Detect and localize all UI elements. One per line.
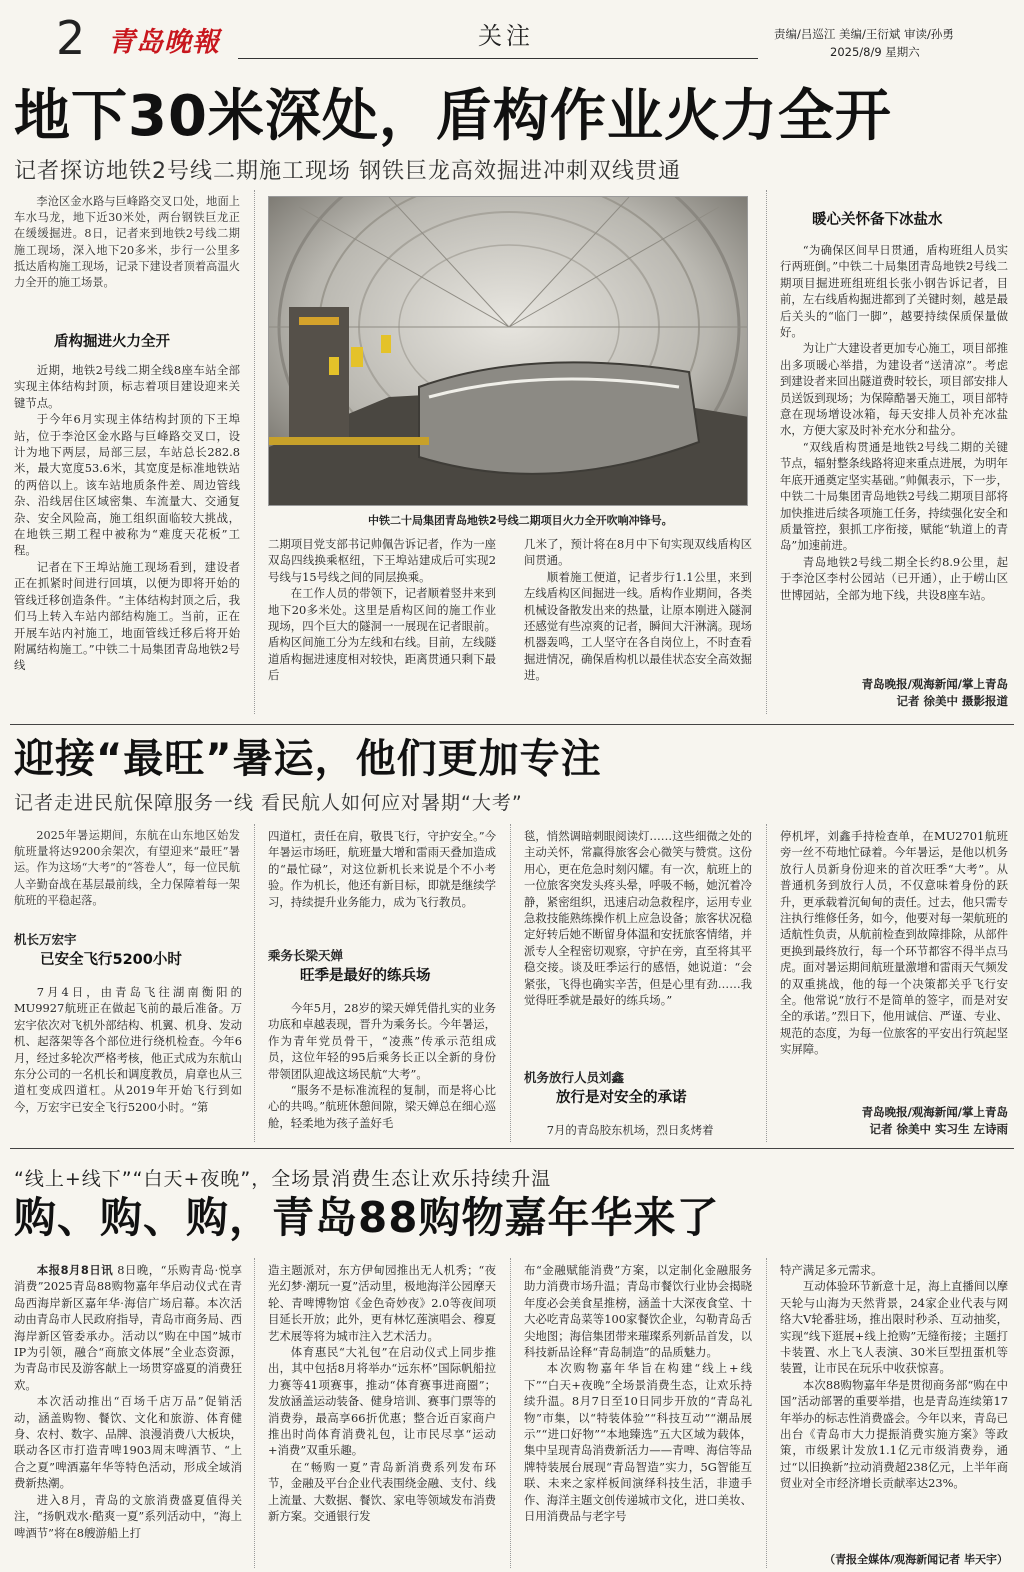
paragraph: 本次购物嘉年华旨在构建“线上+线下”“白天+夜晚”全场景消费生态，让欢乐持续升温。8月7日至10日同步开放的“青岛礼物”市集，以“特装体验”“科技互动”“潮品展示”“进口好物”“本地臻选”五大区域为载体，集中呈现青岛消费新活力——青啤、海信等品牌特装展台展现“青岛智造”实力，5G智能互联、未来之家样板间演绎科技生活，非遗手作、海洋主题文创传递城市文化，进口美妆、日用消费品与老字号: [524, 1361, 752, 1524]
article1-section-title-1: 盾构掘进火力全开: [54, 334, 170, 350]
title-purser: 旺季是最好的练兵场: [300, 968, 431, 984]
issue-date: 2025/8/9 星期六: [830, 45, 920, 59]
paragraph: “双线盾构贯通是地铁2号线二期的关键节点，辐射整条线路将迎来重点进展，为明年年底开通奠定坚实基础。”帅佩表示，下一步，中铁二十局集团青岛地铁2号线二期项目部将加快推进后续各项施工任务，持续强化安全和质量管控，狠抓工序衔接，赋能“轨道上的青岛”加速前进。: [780, 439, 1008, 553]
article1-column-2: [268, 536, 496, 712]
paragraph: “为确保区间早日贯通，盾构班组人员实行两班倒。”中铁二十局集团青岛地铁2号线二期项目掘进班组班组长张小钢告诉记者，目前，左右线盾构掘进都到了关键时刻，越是最后关头的“临门一脚”，越要持续保质保量做好。: [780, 243, 1008, 340]
column-separator: [510, 1258, 511, 1568]
article2-column-4: [780, 828, 1008, 1102]
column-separator: [254, 824, 255, 1142]
title-captain: 已安全飞行5200小时: [40, 952, 182, 968]
article2-column-3-end: [524, 1122, 752, 1140]
paragraph: 顺着施工便道，记者步行1.1公里，来到左线盾构区间掘进一线。盾构作业期间，各类机械设备散发出来的热量，让原本刚进入隧洞还感觉有些凉爽的记者，瞬间大汗淋漓。现场机器轰鸣，工人坚守在各自岗位上，不时查看掘进情况，确保盾构机以最佳状态安全高效掘进。: [524, 569, 752, 683]
article3-byline: （青报全媒体/观海新闻记者 毕天宇）: [824, 1553, 1008, 1566]
paragraph: 停机坪，刘鑫手持检查单，在MU2701航班旁一丝不苟地忙碌着。今年暑运，是他以机务放行人员新身份迎来的首次旺季“大考”。从普通机务到放行人员，不仅意味着身份的跃升，更承载着沉甸甸的责任。过去，他只需专注执行维修任务，如今，他要对每一架航班的适航性负责，从航前检查到故障排除，从部件更换到最终放行，每一个环节都容不得半点马虎。面对暑运期间航班量激增和雷雨天气频发的双重挑战，他的每一个决策都关乎飞行安全。他常说“放行不是简单的签字，而是对安全的承诺。”烈日下，他用诚信、严谨、专业、规范的态度，为每一位旅客的平安出行筑起坚实屏障。: [780, 829, 1008, 1057]
article2-lead: 2025年暑运期间，东航在山东地区始发航班量将达9200余架次，有望迎来“最旺”暑运。作为这场“大考”的“答卷人”，每一位民航人辛勤奋战在基层最前线，全力保障着每一架航班的平稳起落。: [14, 829, 240, 907]
article3-column-2: [268, 1262, 496, 1570]
article1-column-3: [524, 536, 752, 712]
article3-column-1: [14, 1262, 242, 1570]
paragraph: 近期，地铁2号线二期全线8座车站全部实现主体结构封顶，标志着项目建设迎来关键节点。: [14, 363, 240, 410]
paragraph: 特产满足多元需求。: [780, 1263, 883, 1277]
article2-byline: 青岛晚报/观海新闻/掌上青岛 记者 徐美中 实习生 左诗雨: [861, 1105, 1008, 1136]
paragraph: 青岛地铁2号线二期全长约8.9公里，起于李沧区李村公园站（已开通），止于崂山区世博园站，全部为地下线，共设8座车站。: [780, 554, 1008, 602]
photo-caption: 中铁二十局集团青岛地铁2号线二期项目火力全开吹响冲锋号。: [368, 514, 673, 527]
column-separator: [254, 190, 255, 714]
article1-subheadline: 记者探访地铁2号线二期施工现场 钢铁巨龙高效掘进冲刺双线贯通: [14, 159, 681, 184]
article3-column-4: [780, 1262, 1008, 1552]
paragraph: 今年5月，28岁的梁天婵凭借扎实的业务功底和卓越表现，晋升为乘务长。今年暑运，作为青年党员骨干，“凌燕”传承示范组成员，这位年轻的95后乘务长正以全新的身份带领团队迎战这场民航“大考”。: [268, 1001, 496, 1081]
kicker-purser: 乘务长梁天婵: [268, 948, 344, 963]
article1-byline: 青岛晚报/观海新闻/掌上青岛 记者 徐美中 摄影报道: [861, 677, 1008, 708]
editor-credits: 责编/吕巡江 美编/王衍斌 审读/孙勇: [774, 27, 954, 41]
article3-headline: 购、购、购，青岛88购物嘉年华来了: [14, 1193, 720, 1242]
column-separator: [766, 190, 767, 714]
paragraph: 四道杠，责任在肩，敬畏飞行，守护安全。”今年暑运市场旺，航班量大增和雷雨天叠加造成的“最忙碌”，对这位新机长来说是个不小考验。作为机长，他还有新目标，即就是继续学习，持续提升业务能力，成为飞行教员。: [268, 829, 496, 909]
column-separator: [766, 1258, 767, 1568]
divider: [10, 724, 1014, 725]
dateline: 本报8月8日讯: [36, 1263, 114, 1277]
article1-column-4: [780, 242, 1008, 678]
article1-headline: 地下30米深处，盾构作业火力全开: [14, 84, 892, 149]
column-separator: [510, 824, 511, 1142]
section-name: 关注: [478, 22, 534, 50]
paragraph: [14, 1262, 242, 1393]
article2-headline: 迎接“最旺”暑运，他们更加专注: [14, 736, 602, 782]
paragraph: 进入8月，青岛的文旅消费盛夏值得关注，“扬帆戏水·酷爽一夏”系列活动中，“海上啤酒节”将在8艘游船上打: [14, 1492, 242, 1540]
divider: [10, 1148, 1014, 1149]
paragraph: 互动体验环节新意十足，海上直播间以摩天轮与山海为天然背景，24家企业代表与网络大V轮番驻场，推出限时秒杀、互动抽奖，实现“线下逛展+线上抢购”无缝衔接；主题打卡装置、水上飞人表演、30米巨型扭蛋机等装置，让市民在玩乐中收获惊喜。: [780, 1279, 1008, 1376]
paragraph: 体育惠民“大礼包”在启动仪式上同步推出，其中包括8月将举办“远东杯”国际帆船拉力赛等41项赛事，推动“体育赛事进商圈”；发放涵盖运动装备、健身培训、赛事门票等的消费券，最高享66折优惠；整合近百家商户推出时尚体育消费礼包，让市民尽享“运动+消费”双重乐趣。: [268, 1345, 496, 1458]
article3-column-3: [524, 1262, 752, 1570]
paragraph: 在“畅购一夏”青岛新消费系列发布环节，金融及平台企业代表围绕金融、支付、线上流量、大数据、餐饮、家电等领域发布消费新方案。交通银行发: [268, 1459, 496, 1524]
column-separator: [766, 824, 767, 1142]
article1-lead: 李沧区金水路与巨峰路交叉口处，地面上车水马龙，地下近30米处，两台钢铁巨龙正在缓缓掘进。8日，记者来到地铁2号线二期施工现场，深入地下20多米，步行一公里多抵达盾构施工现场，记录下建设者顶着高温火力全开的施工场景。: [14, 195, 240, 290]
paragraph: 为让广大建设者更加专心施工，项目部推出多项暖心举措，为建设者“送清凉”。考虑到建设者来回出隧道费时较长，项目部安排人员送饭到现场；为保障酷暑天施工，项目部特意在现场增设冰箱，每天安排人员补充冰盐水，方便大家及时补充水分和盐分。: [780, 341, 1008, 438]
paragraph: 毯，悄然调暗刺眼阅读灯……这些细微之处的主动关怀，常赢得旅客会心微笑与赞赏。这份用心，更在危急时刻闪耀。有一次，航班上的一位旅客突发头疼头晕，呼吸不畅，她沉着冷静，紧密组织，迅速启动急救程序，运用专业急救技能熟练操作机上应急设备；旅客状况稳定好转后她不断留身体温和安抚旅客情绪，并派专人全程密切观察，守护在旁，直至将其平稳交接。谈及旺季运行的感悟，她说道：“会紧张，飞得也确实辛苦，但是心里有劲……我觉得旺季就是最好的练兵场。”: [524, 829, 752, 1008]
paragraph: 本次88购物嘉年华是贯彻商务部“购在中国”活动部署的重要举措，也是青岛连续第17年举办的标志性消费盛会。今年以来，青岛已出台《青岛市大力提振消费实施方案》等政策，市级累计发放1.1亿元市级消费券，通过“以旧换新”拉动消费超238亿元，上半年商贸业对全市经济增长贡献率达23%。: [780, 1377, 1008, 1491]
article2-subheadline: 记者走进民航保障服务一线 看民航人如何应对暑期“大考”: [14, 792, 523, 814]
kicker-mechanic: 机务放行人员刘鑫: [524, 1070, 625, 1085]
paragraph: 记者在下王埠站施工现场看到，建设者正在抓紧时间进行回填，以便为即将开始的管线迁移创造条件。“主体结构封顶之后，我们马上转入车站内部结构施工。当前，正在开展车站内衬施工，地面管线迁移后将开始附属结构施工。”中铁二十局集团青岛地铁2号线: [14, 559, 240, 673]
title-mechanic: 放行是对安全的承诺: [556, 1090, 687, 1106]
paragraph: 布“金融赋能消费”方案，以定制化金融服务助力消费市场升温；青岛市餐饮行业协会揭晓年度必会美食星推榜，涵盖十大深夜食堂、十大必吃青岛菜等100家餐饮企业，勾勒青岛舌尖地图；海信集团带来璀璨系列新品首发，以科技新品诠释“青岛制造”的品质魅力。: [524, 1263, 752, 1360]
article2-column-2b: [268, 1000, 496, 1140]
paper-logo: 青岛晚報: [108, 27, 220, 58]
paragraph: 本次活动推出“百场千店万品”促销活动，涵盖购物、餐饮、文化和旅游、体育健身、农村、数字、品牌、浪漫消费八大板块，联动各区市打造青啤1903周末啤酒节、“上合之夏”啤酒嘉年华等特色活动，形成全域消费新热潮。: [14, 1394, 242, 1491]
paragraph: 造主题派对，东方伊甸园推出无人机秀；“夜光幻梦·潮玩一夏”活动里，极地海洋公园摩天轮、青啤博物馆《金色奇妙夜》2.0等夜间项目延长开放；此外，更有林忆莲演唱会、穆夏艺术展等将为城市注入艺术活力。: [268, 1263, 496, 1343]
paragraph: 几米了，预计将在8月中下旬实现双线盾构区间贯通。: [524, 537, 752, 568]
tunnel-photo: [268, 196, 748, 506]
paragraph: 在工作人员的带领下，记者顺着竖井来到地下20多米处。这里是盾构区间的施工作业现场，四个巨大的隧洞一一展现在记者眼前。盾构区间施工分为左线和右线。目前，左线隧道盾构掘进速度相对较快，距离贯通只剩下最后: [268, 586, 496, 683]
article2-column-2: [268, 828, 496, 928]
paragraph: 二期项目党支部书记帅佩告诉记者，作为一座双岛四线换乘枢纽，下王埠站建成后可实现2号线与15号线之间的同层换乘。: [268, 537, 496, 584]
column-separator: [254, 1258, 255, 1568]
masthead-rule: [238, 58, 758, 59]
paragraph: 7月的青岛胶东机场，烈日炙烤着: [546, 1123, 714, 1137]
paragraph: 于今年6月实现主体结构封顶的下王埠站，位于李沧区金水路与巨峰路交叉口，设计为地下两层，局部三层，车站总长282.8米，最大宽度53.6米，其宽度是标准地铁站的两倍以上。该车站地质条件差、周边管线杂、沿线居住区域密集、车流量大、交通复杂、安全风险高，施工组织面临较大挑战，在地铁三期工程中被称为“难度天花板”工程。: [14, 412, 240, 558]
article2-column-3: [524, 828, 752, 1050]
kicker-captain: 机长万宏宇: [14, 932, 77, 947]
paragraph-text: 8日晚，“乐购青岛·悦享消费”2025青岛88购物嘉年华启动仪式在青岛西海岸新区嘉年华·海信广场启幕。本次活动由青岛市人民政府指导，青岛市商务局、西海岸新区管委承办。活动以“购在中国”城市IP为引领，融合“商旅文体展”全业态资源，为青岛市民及游客献上一场贯穿盛夏的消费狂欢。: [14, 1263, 242, 1392]
article3-kicker: “线上+线下”“白天+夜晚”，全场景消费生态让欢乐持续升温: [14, 1168, 552, 1190]
page-number: 2: [56, 11, 86, 65]
article2-column-1: [14, 984, 242, 1140]
article1-section-title-2: 暖心关怀备下冰盐水: [812, 212, 943, 228]
paragraph: “服务不是标准流程的复制，而是将心比心的共鸣。”航班休憩间隙，梁天婵总在细心巡舱，轻柔地为孩子盖好毛: [268, 1083, 496, 1130]
article1-column-1: [14, 362, 240, 712]
paragraph: 7月4日，由青岛飞往湖南衡阳的MU9927航班正在做起飞前的最后准备。万宏宇依次对飞机外部结构、机翼、机身、发动机、起落架等各个部位进行绕机检查。今年6月，经过多轮次严格考核，他正式成为东航山东分公司的一名机长和调度教员，肩章也从三道杠变成四道杠。从2019年开始飞行到如今，万宏宇已安全飞行5200小时。“第: [14, 985, 242, 1114]
